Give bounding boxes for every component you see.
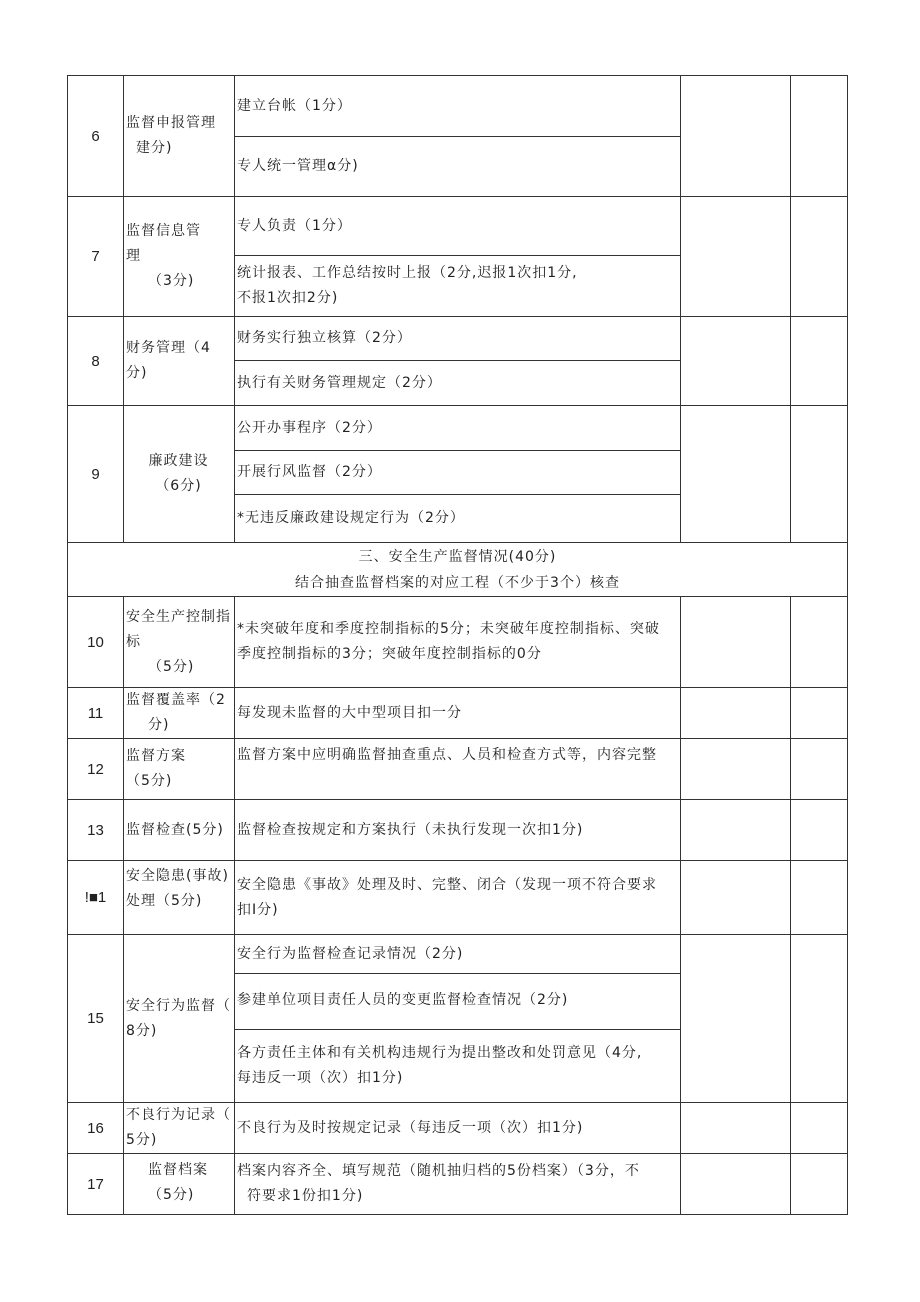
remark-cell[interactable]	[791, 197, 848, 317]
table-row	[68, 739, 848, 800]
category-cell: 安全生产控制指 标 （5分)	[124, 597, 235, 688]
criterion-cell: 监督方案中应明确监督抽查重点、人员和检查方式等，内容完整	[235, 739, 681, 800]
row-number: 8	[68, 317, 124, 406]
score-cell[interactable]	[681, 1154, 791, 1215]
row-number: 12	[68, 739, 124, 800]
criterion-cell: 统计报表、工作总结按时上报（2分,迟报1次扣1分, 不报1次扣2分)	[235, 256, 681, 317]
row-number: 13	[68, 800, 124, 861]
row-number: 17	[68, 1154, 124, 1215]
section-header	[68, 543, 848, 597]
table-row	[68, 197, 848, 256]
table-row	[68, 317, 848, 361]
category-cell: 监督覆盖率（2 分)	[124, 688, 235, 739]
category-cell: 安全行为监督（ 8分)	[124, 935, 235, 1103]
score-cell[interactable]	[681, 406, 791, 543]
score-cell[interactable]	[681, 1103, 791, 1154]
remark-cell[interactable]	[791, 935, 848, 1103]
score-cell[interactable]	[681, 317, 791, 406]
table-row	[68, 861, 848, 935]
score-cell[interactable]	[681, 800, 791, 861]
category-cell: 监督档案 （5分)	[124, 1154, 235, 1215]
criterion-cell: 执行有关财务管理规定（2分）	[235, 361, 681, 406]
remark-cell[interactable]	[791, 1154, 848, 1215]
criterion-cell: 各方责任主体和有关机构违规行为提出整改和处罚意见（4分, 每违反一项（次）扣1分)	[235, 1030, 681, 1103]
criterion-cell: 不良行为及时按规定记录（每违反一项（次）扣1分)	[235, 1103, 681, 1154]
table-row	[68, 76, 848, 137]
row-number: !■1	[68, 861, 124, 935]
remark-cell[interactable]	[791, 317, 848, 406]
category-cell: 廉政建设 （6分)	[124, 406, 235, 543]
criterion-cell: 档案内容齐全、填写规范（随机抽归档的5份档案）（3分，不 符要求1份扣1分)	[235, 1154, 681, 1215]
table-row	[68, 1154, 848, 1215]
section-subtitle: 结合抽查监督档案的对应工程（不少于3个）核查	[295, 574, 620, 591]
remark-cell[interactable]	[791, 800, 848, 861]
score-cell[interactable]	[681, 739, 791, 800]
criterion-cell: 建立台帐（1分）	[235, 76, 681, 137]
criterion-cell: 公开办事程序（2分）	[235, 406, 681, 451]
section-title: 三、安全生产监督情况(40分)	[358, 548, 557, 565]
criterion-cell: 参建单位项目责任人员的变更监督检查情况（2分)	[235, 974, 681, 1030]
remark-cell[interactable]	[791, 406, 848, 543]
remark-cell[interactable]	[791, 688, 848, 739]
table-row	[68, 800, 848, 861]
table-row	[68, 1103, 848, 1154]
criterion-cell: 安全行为监督检查记录情况（2分)	[235, 935, 681, 974]
row-number: 16	[68, 1103, 124, 1154]
score-cell[interactable]	[681, 688, 791, 739]
criterion-cell: *未突破年度和季度控制指标的5分；未突破年度控制指标、突破 季度控制指标的3分；突破年度控制指标的0分	[235, 597, 681, 688]
category-cell: 监督方案 （5分)	[124, 739, 235, 800]
row-number: 10	[68, 597, 124, 688]
category-cell: 财务管理（4 分)	[124, 317, 235, 406]
criterion-cell: 开展行风监督（2分）	[235, 451, 681, 495]
row-number: 15	[68, 935, 124, 1103]
criterion-cell: 监督检查按规定和方案执行（未执行发现一次扣1分)	[235, 800, 681, 861]
criterion-cell: 安全隐患《事故》处理及时、完整、闭合（发现一项不符合要求 扣I分)	[235, 861, 681, 935]
score-cell[interactable]	[681, 597, 791, 688]
category-cell: 监督申报管理 建分)	[124, 76, 235, 197]
score-cell[interactable]	[681, 861, 791, 935]
remark-cell[interactable]	[791, 76, 848, 197]
table-row	[68, 688, 848, 739]
category-cell: 安全隐患(事故) 处理（5分)	[124, 861, 235, 935]
criterion-cell: 每发现未监督的大中型项目扣一分	[235, 688, 681, 739]
remark-cell[interactable]	[791, 597, 848, 688]
criterion-cell: 专人统一管理α分)	[235, 137, 681, 197]
score-cell[interactable]	[681, 197, 791, 317]
evaluation-table	[67, 75, 848, 1215]
table-row	[68, 406, 848, 451]
category-cell: 监督检查(5分)	[124, 800, 235, 861]
score-cell[interactable]	[681, 935, 791, 1103]
row-number: 7	[68, 197, 124, 317]
score-cell[interactable]	[681, 76, 791, 197]
category-cell: 监督信息管 理 （3分)	[124, 197, 235, 317]
row-number: 6	[68, 76, 124, 197]
criterion-cell: *无违反廉政建设规定行为（2分）	[235, 495, 681, 543]
row-number: 9	[68, 406, 124, 543]
criterion-cell: 专人负责（1分）	[235, 197, 681, 256]
table-row	[68, 597, 848, 688]
criterion-cell: 财务实行独立核算（2分）	[235, 317, 681, 361]
section-header-row	[68, 543, 848, 597]
remark-cell[interactable]	[791, 1103, 848, 1154]
category-cell: 不良行为记录（ 5分)	[124, 1103, 235, 1154]
remark-cell[interactable]	[791, 861, 848, 935]
row-number: 11	[68, 688, 124, 739]
remark-cell[interactable]	[791, 739, 848, 800]
table-row	[68, 935, 848, 974]
